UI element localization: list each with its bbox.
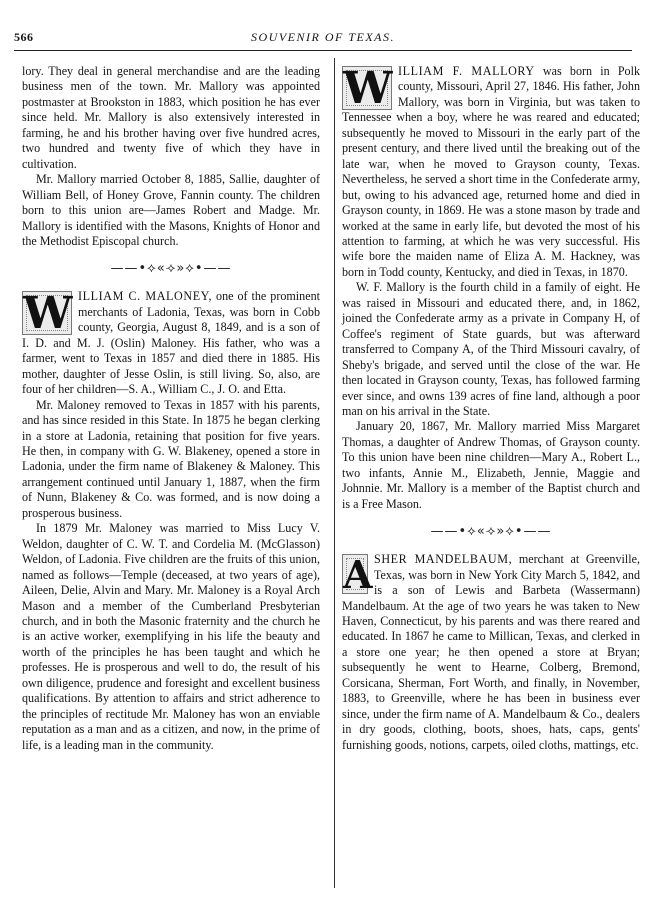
drop-cap-w bbox=[22, 288, 73, 340]
page-number: 566 bbox=[14, 30, 34, 44]
continued-paragraph: lory. They deal in general merchandise and are the leading business men of the town. Mr. Mallory was appointed postmaster at Brookston in 1883, which position he has ever since held. Mr. Mallory is also extensively interested in farming, he and his brother having over five hundred acres, two hundred and twenty five of which they have in cultivation. bbox=[22, 64, 320, 171]
drop-cap-letter: A bbox=[343, 552, 373, 598]
header-rule bbox=[14, 50, 632, 51]
ornamental-divider: ——•⟡«⟢»⟡•—— bbox=[110, 261, 232, 277]
column-divider bbox=[334, 58, 335, 888]
subject-name: ILLIAM C. MALONEY, bbox=[78, 289, 213, 304]
drop-cap-a bbox=[342, 552, 373, 598]
paragraph: Mr. Mallory married October 8, 1885, Sallie, daughter of William Bell, of Honey Grove, Fannin county. The children born to this union are—James Robert and Madge. Mr. Mallory is identified with the Masons, Knights of Honor and the Methodist Episcopal church. bbox=[22, 172, 320, 248]
paragraph: January 20, 1867, Mr. Mallory married Miss Margaret Thomas, a daughter of Andrew Thomas, of Grayson county. To this union have been nine children—Mary A., Robert L., two infants, Annie M., Elizabeth, Jennie, Maggie and Johnnie. Mr. Mallory is a member of the Baptist church and is a Free Mason. bbox=[342, 419, 640, 511]
intro-text: was born in Polk county, Missouri, April 27, 1846. His father, John Mallory, was born in Virginia, but was taken to Tennessee when a boy, where he was reared and educated; subsequently he moved to Missouri in the early part of the present century, and there lived until the breaking out of the late war, when he moved to Grayson county, Texas. Nevertheless, he served a short time in the Confederate army, but, owing to his advanced age, returned home and died in Grayson county, in 1869. He was a stone mason by trade and worked at the same in early life, but devoted the most of his attention to farming, at which he was very successful. His wife bore the maiden name of Eliza A. M. Hackney, was born in Todd county, Kentucky, and died in Texas, in 1870. bbox=[342, 64, 640, 279]
drop-cap-letter: W bbox=[23, 288, 73, 340]
intro-text: merchant at Greenville, Texas, was born in New York City March 5, 1842, and is a son of Lewis and Barbeta (Wassermann) Mandelbaum. At the age of two years he was taken to New Haven, Connecticut, by his parents and was there reared and educated. In 1867 he came to Millican, Texas, and clerked in a store one year; he then opened a store at Bryan; subsequently he went to Hearne, Colberg, Bremond, Corsicana, Sherman, Fort Worth, and finally, in November, 1883, to Greenville, where he has been in business ever since, under the firm name of A. Mandelbaum & Co., dealers in dry goods, clothing, boots, shoes, hats, caps, gents' furnishing goods, notions, carpets, oiled cloths, mattings, etc. bbox=[342, 552, 640, 752]
page-header bbox=[14, 30, 632, 48]
intro-text: one of the prominent merchants of Ladonia, Texas, was born in Cobb county, Georgia, August 8, 1849, and is a son of I. D. and M. J. (Oslin) Maloney. His father, who was a farmer, went to Texas in 1857 and died there in 1885. His mother, daughter of Jesse Oslin, is still living. So, also, are four of her children—S. A., William C., J. O. and Etta. bbox=[22, 289, 320, 397]
left-column bbox=[22, 64, 320, 753]
drop-cap-letter: W bbox=[343, 63, 393, 114]
mallory-biography-intro bbox=[342, 64, 640, 280]
paragraph: In 1879 Mr. Maloney was married to Miss Lucy V. Weldon, daughter of C. W. T. and Cordelia M. (McGlasson) Weldon, of Ladonia. Five children are the fruits of this union, named as follows—Temple (deceased, at two years of age), Aileen, Delie, Alvin and Mary. Mr. Maloney is a Royal Arch Mason and a member of the Cumberland Presbyterian church, and in both the Masonic fraternity and the church he is an active worker, exemplifying in his life the beauty and worth of the principles he has been taught and which he professes. He is prosperous and well to do, the result of his own diligence, prudence and foresight and excellent business qualifications. By attention to affairs and strict adherence to the principles of rectitude Mr. Maloney has won an enviable reputation as a man and as a citizen, and now, in the prime of life, is a leading man in the community. bbox=[22, 521, 320, 752]
subject-name: ILLIAM F. MALLORY bbox=[398, 64, 535, 78]
drop-cap-w bbox=[342, 63, 393, 114]
running-title: SOUVENIR OF TEXAS. bbox=[251, 30, 395, 44]
mandelbaum-biography-intro bbox=[342, 552, 640, 753]
subject-name: SHER MANDELBAUM, bbox=[374, 552, 513, 567]
ornamental-divider: ——•⟡«⟢»⟡•—— bbox=[430, 524, 552, 540]
paragraph: W. F. Mallory is the fourth child in a family of eight. He was raised in Missouri and educated there, and, in 1862, joined the Confederate army as a private in Company H, of Coffee's regiment of State guards, but was afterward transferred to Company A, of the Third Missouri cavalry, of Sheby's brigade, and served until the close of the war. He then located in Grayson county, Texas, has followed farming ever since, and owns 139 acres of fine land, although a poor man on his arrival in the State. bbox=[342, 280, 640, 418]
maloney-biography-intro bbox=[22, 289, 320, 397]
paragraph: Mr. Maloney removed to Texas in 1857 with his parents, and has since resided in this State. In 1875 he began clerking in a store at Ladonia, retaining that position for five years. He then, in company with G. W. Blakeney, opened a store in Ladonia, under the firm name of Blakeney & Maloney. This arrangement continued until January 1, 1887, when the firm of Nunn, Blakeney & Co. was formed, and is now doing a prosperous business. bbox=[22, 397, 320, 520]
right-column bbox=[342, 64, 640, 753]
